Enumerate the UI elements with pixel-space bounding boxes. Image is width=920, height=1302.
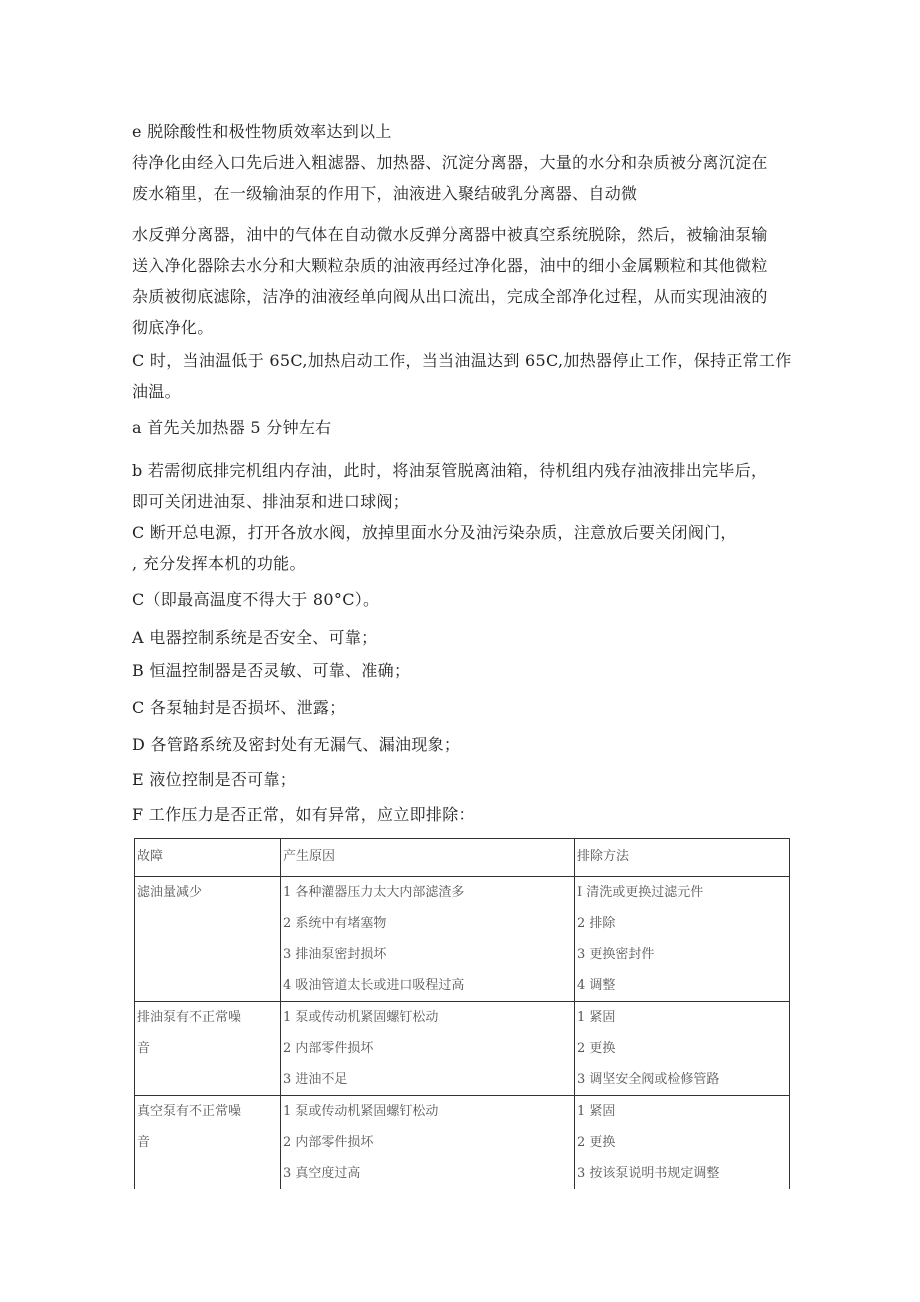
remedy-cell	[575, 877, 790, 1002]
fault-table	[134, 838, 790, 1189]
text-line: 水反弹分离器，油中的气体在自动微水反弹分离器中被真空系统脱除，然后，被输油泵输	[132, 225, 768, 244]
checklist-item-f	[132, 799, 802, 830]
fault-cell	[135, 877, 281, 1002]
checklist-item-c	[132, 692, 802, 723]
text-line: E 液位控制是否可靠；	[132, 770, 297, 789]
cause-text: 2 内部零件损坏	[283, 1135, 374, 1150]
paragraph-step-c	[132, 517, 802, 579]
text-line: 废水箱里，在一级输油泵的作用下，油液进入聚结破乳分离器、自动微	[132, 184, 638, 203]
fault-text: 滤油量减少	[137, 885, 203, 900]
cause-text: 3 排油泵密封损坏	[283, 947, 387, 962]
cause-cell	[281, 877, 575, 1002]
remedy-text: 2 排除	[577, 916, 616, 931]
text-line: e 脱除酸性和极性物质效率达到以上	[132, 122, 392, 141]
table-row	[135, 1002, 790, 1096]
header-remedy: 排除方法	[575, 839, 790, 877]
cause-cell	[281, 1096, 575, 1190]
text-line: C（即最高温度不得大于 80°C）。	[132, 590, 380, 609]
checklist-item-d	[132, 729, 802, 760]
text-line: 即可关闭进油泵、排油泵和进口球阀；	[132, 492, 410, 511]
cause-text: 1 泵或传动机紧固螺钉松动	[283, 1104, 439, 1119]
paragraph-heater-control	[132, 345, 802, 407]
remedy-text: I 清洗或更换过滤元件	[577, 885, 704, 900]
cause-text: 2 内部零件损坏	[283, 1041, 374, 1056]
table-row	[135, 877, 790, 1002]
remedy-text: 3 更换密封件	[577, 947, 655, 962]
paragraph-max-temp	[132, 584, 802, 615]
text-line: b 若需彻底排完机组内存油，此时，将油泵管脱离油箱，待机组内残存油液排出完毕后，	[132, 461, 768, 480]
cause-text: 3 进油不足	[283, 1072, 348, 1087]
table-row	[135, 1096, 790, 1190]
cause-text: 1 泵或传动机紧固螺钉松动	[283, 1010, 439, 1025]
text-line: , 充分发挥本机的功能。	[132, 554, 306, 573]
text-line: A 电器控制系统是否安全、可靠；	[132, 628, 378, 647]
cause-text: 2 系统中有堵塞物	[283, 916, 387, 931]
remedy-text: 2 更换	[577, 1135, 616, 1150]
remedy-text: 2 更换	[577, 1041, 616, 1056]
text-line: 彻底净化。	[132, 318, 214, 337]
paragraph-purification-intro	[132, 147, 802, 209]
paragraph-purification-process	[132, 219, 802, 343]
table-header-row	[135, 839, 790, 877]
remedy-cell	[575, 1002, 790, 1096]
fault-cell	[135, 1096, 281, 1190]
text-line: 杂质被彻底滤除，洁净的油液经单向阀从出口流出，完成全部净化过程，从而实现油液的	[132, 287, 768, 306]
text-line: D 各管路系统及密封处有无漏气、漏油现象；	[132, 735, 461, 754]
fault-text: 真空泵有不正常噪	[137, 1104, 242, 1119]
fault-text: 音	[137, 1135, 151, 1150]
paragraph-step-a	[132, 412, 802, 443]
remedy-text: 1 紧固	[577, 1010, 616, 1025]
remedy-text: 3 调坚安全阀或检修管路	[577, 1072, 720, 1087]
header-fault: 故障	[135, 839, 281, 877]
text-line: a 首先关加热器 5 分钟左右	[132, 418, 332, 437]
checklist-item-a	[132, 622, 802, 653]
text-line: C 各泵轴封是否损坏、泄露；	[132, 698, 346, 717]
text-line: C 时，当油温低于 65C,加热启动工作，当当油温达到 65C,加热器停止工作，保持正常工作	[132, 351, 792, 370]
cause-text: 1 各种灌器压力太大内部滤渣多	[283, 885, 465, 900]
paragraph-step-b	[132, 455, 802, 517]
remedy-text: 4 调整	[577, 978, 616, 993]
header-cause: 产生原因	[281, 839, 575, 877]
remedy-cell	[575, 1096, 790, 1190]
text-line: 送入净化器除去水分和大颗粒杂质的油液再经过净化器，油中的细小金属颗粒和其他微粒	[132, 256, 768, 275]
text-line: C 断开总电源，打开各放水阀，放掉里面水分及油污染杂质，注意放后要关闭阀门，	[132, 523, 737, 542]
cause-text: 4 吸油管道太长或进口吸程过高	[283, 978, 465, 993]
cause-text: 3 真空度过高	[283, 1166, 361, 1181]
text-line: F 工作压力是否正常，如有异常，应立即排除：	[132, 805, 475, 824]
cause-cell	[281, 1002, 575, 1096]
remedy-text: 1 紧固	[577, 1104, 616, 1119]
text-line: B 恒温控制器是否灵敏、可靠、准确；	[132, 661, 411, 680]
text-line: 油温。	[132, 382, 181, 401]
text-line: 待净化由经入口先后进入粗滤器、加热器、沉淀分离器，大量的水分和杂质被分离沉淀在	[132, 153, 768, 172]
checklist-item-e	[132, 764, 802, 795]
fault-cell	[135, 1002, 281, 1096]
fault-text: 排油泵有不正常噪	[137, 1010, 242, 1025]
fault-text: 音	[137, 1041, 151, 1056]
paragraph-e	[132, 116, 802, 147]
checklist-item-b	[132, 655, 802, 686]
remedy-text: 3 按该泵说明书规定调整	[577, 1166, 720, 1181]
